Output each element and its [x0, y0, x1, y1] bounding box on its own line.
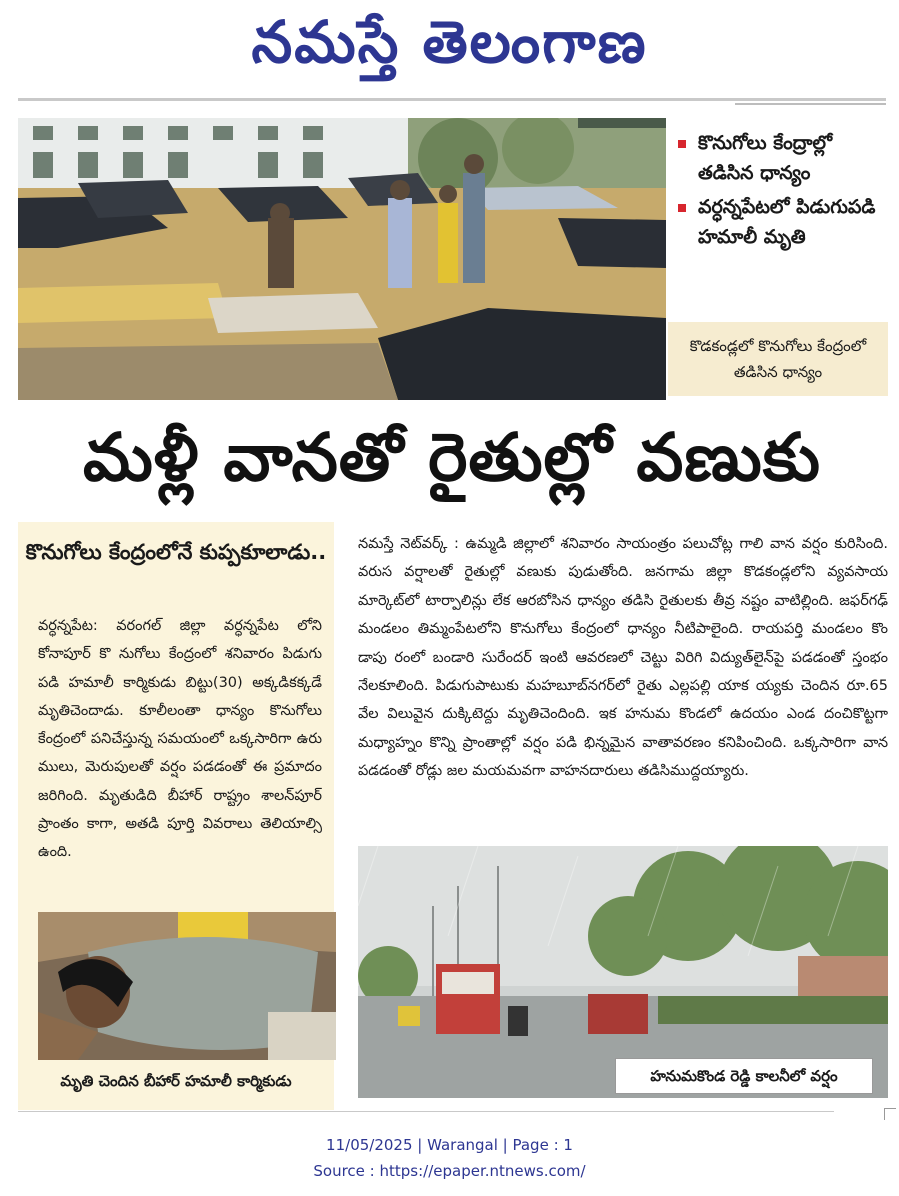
page-footer [0, 1132, 899, 1184]
sidebar-title: కొనుగోలు కేంద్రంలోనే కుప్పకూలాడు.. [25, 540, 327, 564]
highlight-item [672, 128, 887, 188]
source-link[interactable]: Source : https://epaper.ntnews.com/ [313, 1162, 586, 1180]
edition-info: 11/05/2025 | Warangal | Page : 1 [326, 1136, 573, 1154]
red-square-bullet-icon [678, 140, 686, 148]
highlights-list [672, 128, 887, 256]
highlight-item [672, 192, 887, 252]
crop-mark [884, 1108, 896, 1109]
crop-mark [884, 1108, 885, 1120]
masthead-divider [18, 98, 886, 101]
footer-divider [18, 1111, 834, 1112]
grain-yard-illustration [18, 118, 666, 400]
main-headline: మళ్లీ వానతో రైతుల్లో వణుకు [83, 419, 821, 496]
victim-photo-illustration [38, 912, 336, 1060]
sidebar-story [18, 522, 334, 1110]
red-square-bullet-icon [678, 204, 686, 212]
article-body: నమస్తే నెట్‌వర్క్ : ఉమ్మడి జిల్లాలో శనివారం సాయంత్రం పలుచోట్ల గాలి వాన వర్షం కురిసింది. వరుస వర్షాలతో రైతుల్లో వణుకు పుడుతోంది. జనగామ జిల్లా కొడకండ్లలోని వ్యవసాయ మార్కెట్‌లో టార్పాలిన్లు లేక ఆరబోసిన ధాన్యం తడిసి రైతులకు తీవ్ర నష్టం వాటిల్లింది. జఫర్‌గఢ్ మండలం తిమ్మంపేటలోని కొనుగోలు కేంద్రంలో ధాన్యం నీటిపాలైంది. రాయపర్తి మండలం కొం డాపు రంలో బండారి సురేందర్ ఇంటి ఆవరణలో చెట్టు విరిగి విద్యుత్‌లైన్‌పై పడడంతో స్తంభం నేలకూలింది. పిడుగుపాటుకు మహబూబ్‌నగర్‌లో రైతు ఎల్లపల్లి యాక య్యకు చెందిన రూ.65 వేల విలువైన దుక్కిటెద్దు మృతిచెందింది. ఇక హనుమ కొండలో ఉదయం ఎండ దంచికొట్టగా మధ్యాహ్నం కొన్ని ప్రాంతాల్లో వర్షం పడి భిన్నమైన వాతావరణం కనిపించింది. ఒక్కసారిగా వాన పడడంతో రోడ్లు జల మయమవగా వాహనదారులు తడిసిముద్దయ్యారు. [358, 536, 888, 780]
rain-photo-caption: హనుమకొండ రెడ్డి కాలనీలో వర్షం [615, 1058, 873, 1094]
masthead-divider-accent [735, 103, 886, 105]
top-news-photo [18, 118, 666, 400]
highlight-text: కొనుగోలు కేంద్రాల్లో తడిసిన ధాన్యం [698, 132, 833, 184]
top-photo-caption: కొడకండ్లలో కొనుగోలు కేంద్రంలో తడిసిన ధాన్యం [668, 322, 888, 396]
sidebar-body: వర్ధన్నపేట: వరంగల్ జిల్లా వర్ధన్నపేట లోని కోనాపూర్ కొ నుగోలు కేంద్రంలో శనివారం పిడుగు పడి హమాలీ కార్మికుడు బిట్టు(30) అక్కడికక్కడే మృతిచెందాడు. కూలీలంతా ధాన్యం కొనుగోలు కేంద్రంలో పనిచేస్తున్న సమయంలో ఒక్కసారిగా ఉరు ములు, మెరుపులతో వర్షం పడడంతో ఈ ప్రమాదం జరిగింది. మృతుడిది బీహార్ రాష్ట్రం శాలన్‌పూర్ ప్రాంతం కాగా, అతడి పూర్తి వివరాలు తెలియాల్సి ఉంది. [38, 618, 322, 861]
newspaper-logo: నమస్తే తెలంగాణ [251, 8, 648, 76]
masthead [0, 0, 899, 100]
highlight-text: వర్ధన్నపేటలో పిడుగుపడి హమాలీ మృతి [698, 196, 876, 248]
sidebar-photo-caption: మృతి చెందిన బీహార్ హమాలీ కార్మికుడు [60, 1072, 292, 1090]
sidebar-photo [38, 912, 336, 1060]
